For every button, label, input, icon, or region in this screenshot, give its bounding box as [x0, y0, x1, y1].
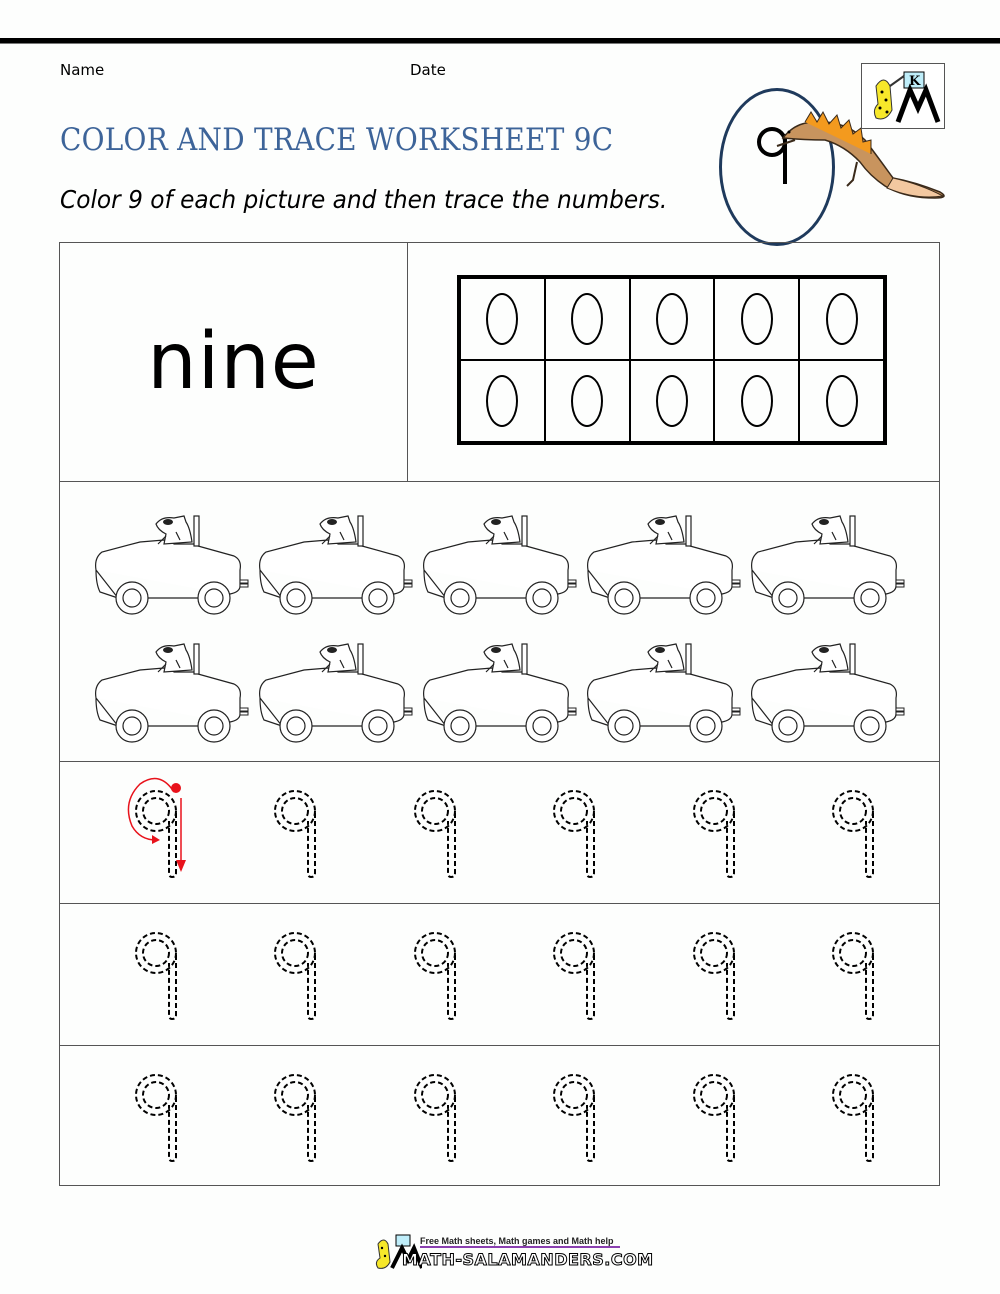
car-icon[interactable]: [260, 516, 412, 614]
trace-row-3: [60, 1046, 939, 1186]
ten-frame-cell[interactable]: [545, 278, 630, 360]
trace-nine-guided[interactable]: [128, 779, 186, 877]
trace-nine[interactable]: [275, 791, 315, 877]
ten-frame: [457, 275, 887, 445]
counter-circle[interactable]: [486, 293, 518, 345]
car-icon[interactable]: [752, 644, 904, 742]
counter-circle[interactable]: [571, 375, 603, 427]
arrow-head-icon: [152, 835, 160, 844]
trace-nines-row-3: [60, 1046, 939, 1186]
footer-underline: [420, 1246, 620, 1248]
trace-nine[interactable]: [275, 1075, 315, 1161]
trace-nine[interactable]: [554, 1075, 594, 1161]
car-icon[interactable]: [260, 644, 412, 742]
trace-nine[interactable]: [833, 933, 873, 1019]
counter-circle[interactable]: [741, 375, 773, 427]
date-label: Date: [410, 61, 446, 79]
trace-nine[interactable]: [415, 791, 455, 877]
ten-frame-cell[interactable]: [545, 360, 630, 442]
trace-nine[interactable]: [554, 933, 594, 1019]
worksheet-grid: [59, 242, 940, 1186]
salamander-k-logo-icon: [862, 64, 944, 128]
counter-circle[interactable]: [656, 375, 688, 427]
trace-nine[interactable]: [136, 933, 176, 1019]
ten-frame-cell[interactable]: [714, 278, 799, 360]
trace-nine[interactable]: [833, 1075, 873, 1161]
trace-nine[interactable]: [275, 933, 315, 1019]
ten-frame-cell[interactable]: [630, 360, 715, 442]
trace-nines-row-2: [60, 904, 939, 1045]
trace-nine[interactable]: [554, 791, 594, 877]
name-label: Name: [60, 61, 105, 79]
arrow-head-icon: [176, 860, 186, 872]
footer-site-name: MATH-SALAMANDERS.COM: [402, 1250, 654, 1269]
car-icon[interactable]: [424, 516, 576, 614]
svg-text:K: K: [909, 74, 921, 89]
trace-nine[interactable]: [136, 1075, 176, 1161]
top-rule: [0, 38, 1000, 44]
counter-circle[interactable]: [826, 293, 858, 345]
counter-circle[interactable]: [486, 375, 518, 427]
trace-nines-row-1: [60, 762, 939, 903]
trace-nine[interactable]: [415, 933, 455, 1019]
start-dot-icon: [171, 783, 181, 793]
counter-circle[interactable]: [571, 293, 603, 345]
counter-circle[interactable]: [826, 375, 858, 427]
ten-frame-cell[interactable]: [460, 278, 545, 360]
ten-frame-cell[interactable]: [714, 360, 799, 442]
worksheet-title: COLOR AND TRACE WORKSHEET 9C: [60, 122, 614, 158]
trace-nine[interactable]: [833, 791, 873, 877]
ten-frame-cell[interactable]: [799, 360, 884, 442]
footer-tagline: Free Math sheets, Math games and Math help: [420, 1236, 614, 1246]
pictures-row: [60, 482, 939, 762]
trace-nine[interactable]: [694, 1075, 734, 1161]
math-salamanders-logo: [861, 63, 945, 129]
trace-nine[interactable]: [694, 933, 734, 1019]
car-icon[interactable]: [96, 644, 248, 742]
number-word: nine: [60, 243, 408, 481]
trace-row-1: [60, 762, 939, 904]
instruction-text: Color 9 of each picture and then trace the numbers.: [60, 185, 668, 214]
trace-nine[interactable]: [694, 791, 734, 877]
counter-circle[interactable]: [656, 293, 688, 345]
ten-frame-cell[interactable]: [460, 360, 545, 442]
word-and-tenframe-row: [60, 243, 939, 482]
trace-row-2: [60, 904, 939, 1046]
car-pictures: [60, 482, 939, 761]
ten-frame-cell[interactable]: [799, 278, 884, 360]
car-icon[interactable]: [588, 516, 740, 614]
counter-circle[interactable]: [741, 293, 773, 345]
car-icon[interactable]: [424, 644, 576, 742]
trace-nine[interactable]: [415, 1075, 455, 1161]
car-icon[interactable]: [752, 516, 904, 614]
car-icon[interactable]: [96, 516, 248, 614]
car-icon[interactable]: [588, 644, 740, 742]
ten-frame-cell[interactable]: [630, 278, 715, 360]
